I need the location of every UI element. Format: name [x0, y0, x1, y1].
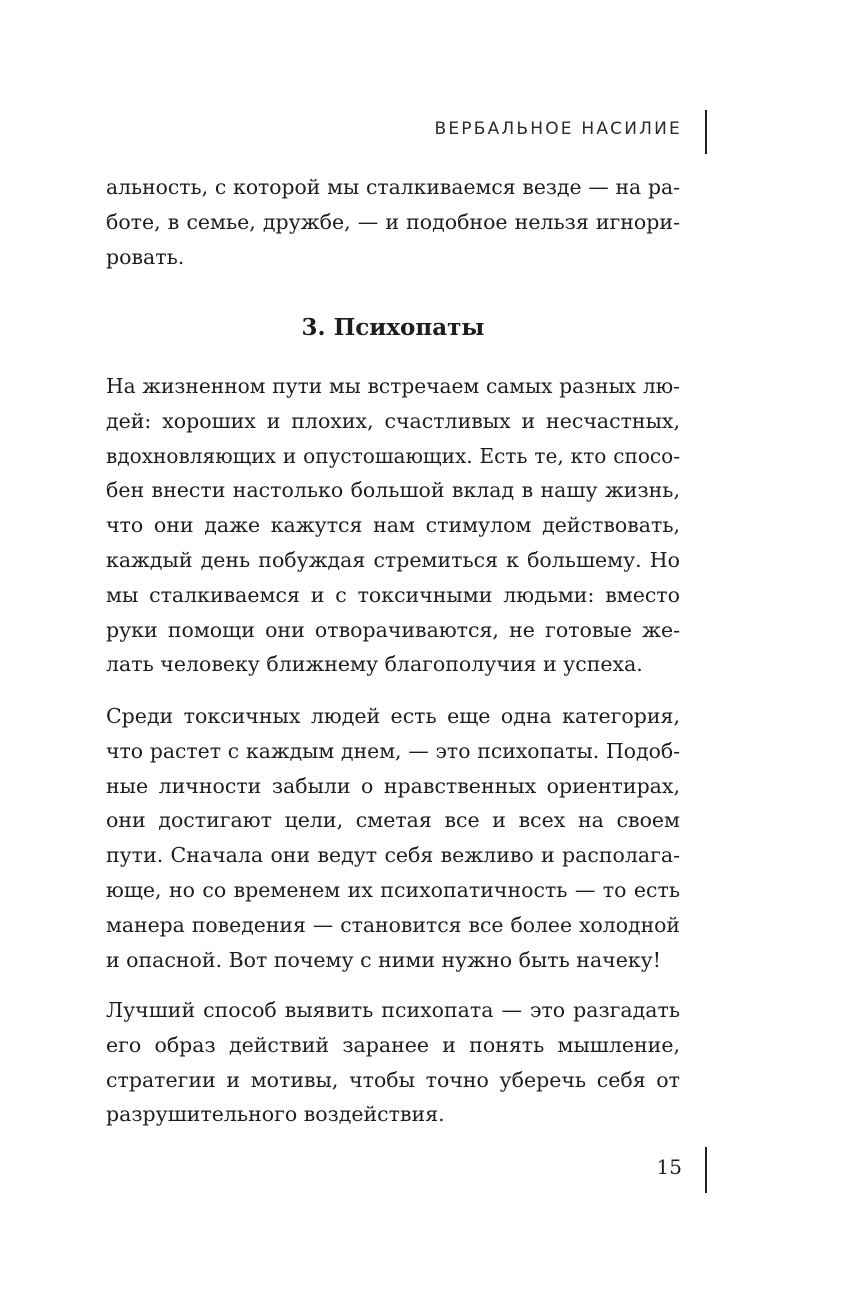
text-line: каждый день побуждая стремиться к большему. Но	[106, 547, 680, 572]
continued-paragraph	[106, 170, 680, 274]
text-line: боте, в семье, дружбе, — и подобное нельзя игнори-	[106, 209, 680, 234]
text-line: они достигают цели, сметая все и всех на своем	[106, 808, 680, 833]
text-line: пути. Сначала они ведут себя вежливо и располага-	[106, 843, 680, 868]
text-line: мы сталкиваемся и с токсичными людьми: вместо	[106, 582, 680, 607]
paragraph-3	[106, 993, 680, 1132]
text-line: что растет с каждым днем, — это психопаты. Подоб-	[106, 738, 680, 763]
page-number: 15	[656, 1155, 682, 1179]
header-rule	[705, 110, 707, 154]
text-line: На жизненном пути мы встречаем самых разных лю-	[106, 374, 680, 398]
text-line: его образ действий заранее и понять мышление,	[106, 1032, 680, 1057]
text-line: ровать.	[106, 244, 185, 269]
text-line: Среди токсичных людей есть еще одна категория,	[106, 704, 680, 728]
text-line: что они даже кажутся нам стимулом действовать,	[106, 513, 680, 538]
running-head: ВЕРБАЛЬНОЕ НАСИЛИЕ	[434, 119, 682, 139]
paragraph-2	[106, 699, 680, 977]
section-title: 3. Психопаты	[301, 314, 485, 341]
text-line: вдохновляющих и опустошающих. Есть те, кто спосо-	[106, 443, 680, 468]
text-line: ные личности забыли о нравственных ориентирах,	[106, 773, 680, 798]
text-line: и опасной. Вот почему с ними нужно быть начеку!	[106, 947, 661, 972]
text-line: дей: хороших и плохих, счастливых и несчастных,	[106, 408, 680, 433]
paragraph-1	[106, 369, 680, 682]
text-line: стратегии и мотивы, чтобы точно уберечь себя от	[106, 1067, 680, 1092]
text-line: манера поведения — становится все более холодной	[106, 912, 680, 937]
text-line: юще, но со временем их психопатичность — то есть	[106, 877, 680, 902]
text-line: бен внести настолько большой вклад в нашу жизнь,	[106, 478, 680, 503]
text-line: Лучший способ выявить психопата — это разгадать	[106, 998, 680, 1022]
footer-rule	[705, 1147, 707, 1193]
text-line: руки помощи они отворачиваются, не готовые же-	[106, 617, 680, 642]
text-line: лать человеку ближнему благополучия и успеха.	[106, 652, 643, 677]
text-line: альность, с которой мы сталкиваемся везде — на ра-	[106, 175, 680, 199]
text-line: разрушительного воздействия.	[106, 1102, 445, 1127]
